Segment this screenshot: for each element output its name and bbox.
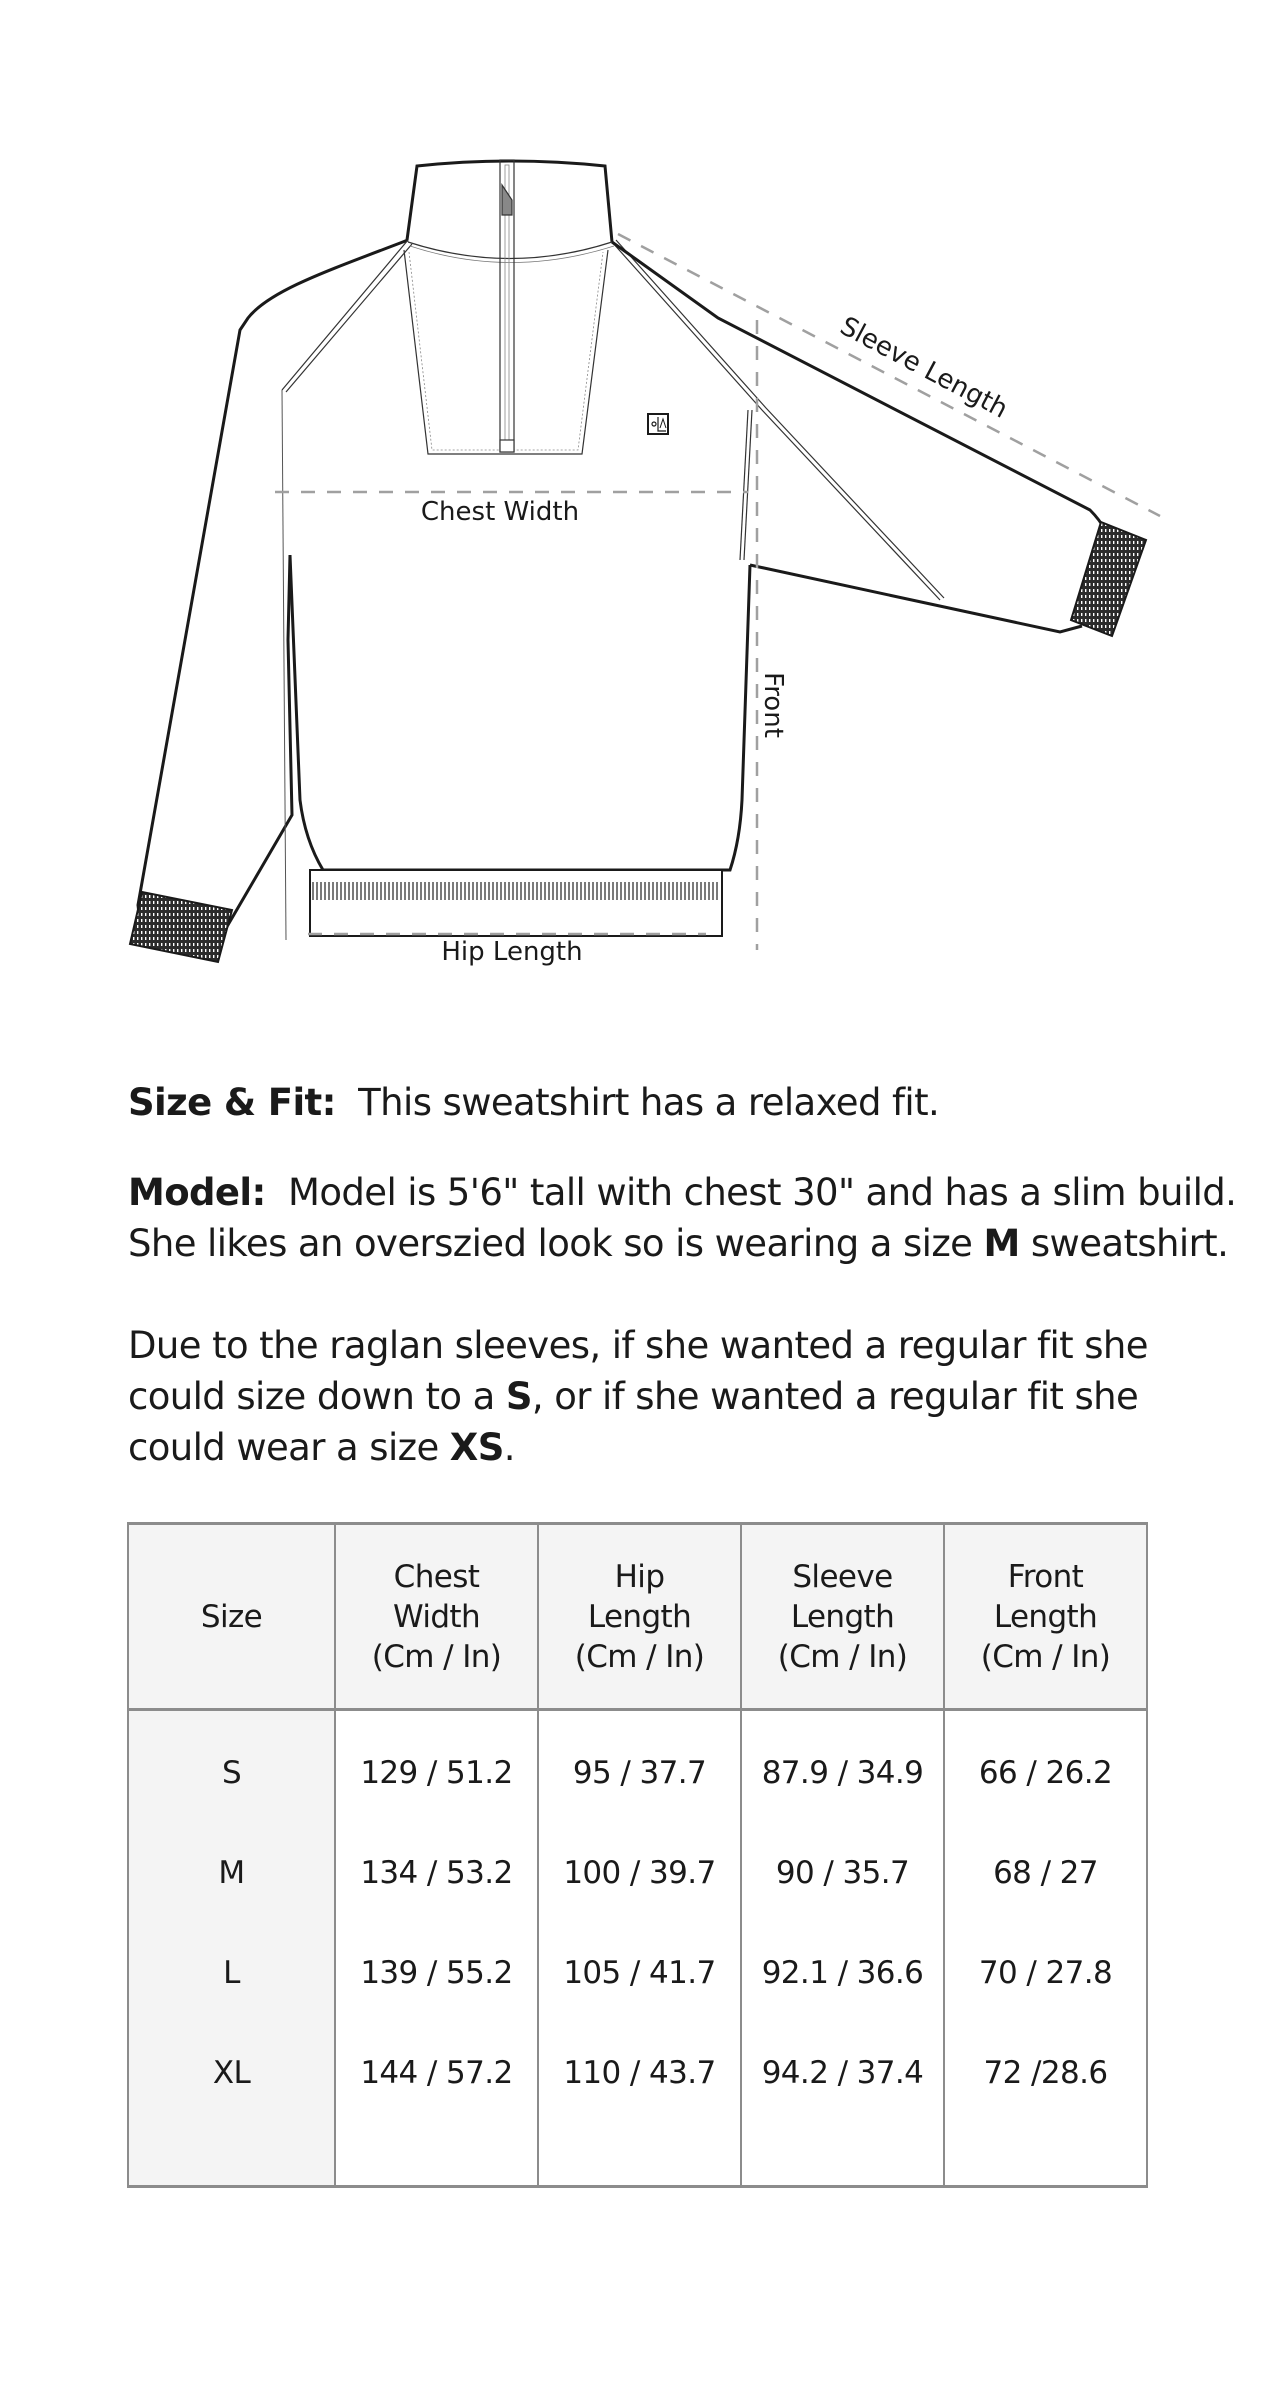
sleeve-length-cell: 87.9 / 34.9 xyxy=(741,1710,944,1824)
model-size-worn: M xyxy=(983,1222,1020,1265)
size-fit-text: This sweatshirt has a relaxed fit. xyxy=(358,1081,940,1124)
right-cuff xyxy=(1071,522,1146,636)
model-line-2 xyxy=(128,1218,1248,1269)
header-line: Length xyxy=(790,1598,895,1635)
header-size-label: Size xyxy=(200,1598,263,1635)
hip-length-cell: 110 / 43.7 xyxy=(538,2023,741,2187)
model-line-2-end: sweatshirt. xyxy=(1019,1222,1229,1265)
header-line: Front xyxy=(1007,1558,1084,1595)
front-length-cell: 72 /28.6 xyxy=(944,2023,1147,2187)
raglan-line-2 xyxy=(128,1371,1248,1422)
size-cell: L xyxy=(128,1923,335,2023)
sleeve-length-cell: 94.2 / 37.4 xyxy=(741,2023,944,2187)
size-cell: XL xyxy=(128,2023,335,2187)
raglan-line-3-text: could wear a size xyxy=(128,1426,450,1469)
model-heading: Model: xyxy=(128,1171,266,1214)
header-sleeve-length xyxy=(741,1524,944,1710)
hem-band xyxy=(310,870,722,936)
raglan-seams xyxy=(282,240,944,600)
left-cuff xyxy=(130,892,232,962)
chest-width-cell: 139 / 55.2 xyxy=(335,1923,538,2023)
regular-fit-size-option: XS xyxy=(449,1426,504,1469)
hip-length-label: Hip Length xyxy=(441,937,583,967)
size-fit-heading: Size & Fit: xyxy=(128,1081,336,1124)
model-description: Model is 5'6" tall with chest 30" and has a slim build. xyxy=(288,1171,1237,1214)
table-row xyxy=(128,1923,1147,2023)
front-length-cell: 66 / 26.2 xyxy=(944,1710,1147,1824)
table-row xyxy=(128,1823,1147,1923)
size-chart-table xyxy=(127,1522,1148,2188)
sleeve-length-cell: 90 / 35.7 xyxy=(741,1823,944,1923)
measurement-lines xyxy=(275,234,1160,950)
header-line: Chest xyxy=(393,1558,480,1595)
header-hip-length xyxy=(538,1524,741,1710)
header-size xyxy=(128,1524,335,1710)
left-sleeve xyxy=(130,240,408,962)
sleeve-length-line xyxy=(618,234,1160,516)
model-line-1 xyxy=(128,1167,1248,1218)
raglan-line-3 xyxy=(128,1422,1248,1473)
raglan-line-2-text: could size down to a xyxy=(128,1375,506,1418)
chest-width-cell: 134 / 53.2 xyxy=(335,1823,538,1923)
table-row xyxy=(128,1710,1147,1824)
right-sleeve xyxy=(612,242,1146,636)
chest-width-cell: 129 / 51.2 xyxy=(335,1710,538,1824)
hip-length-cell: 105 / 41.7 xyxy=(538,1923,741,2023)
sleeve-length-cell: 92.1 / 36.6 xyxy=(741,1923,944,2023)
hip-length-cell: 95 / 37.7 xyxy=(538,1710,741,1824)
header-line: Length xyxy=(587,1598,692,1635)
header-unit: (Cm / In) xyxy=(777,1638,908,1675)
header-unit: (Cm / In) xyxy=(371,1638,502,1675)
table-header-row xyxy=(128,1524,1147,1710)
size-cell: M xyxy=(128,1823,335,1923)
chest-width-label: Chest Width xyxy=(420,497,580,527)
sweatshirt-technical-drawing xyxy=(0,0,1282,1000)
table-row xyxy=(128,2023,1147,2187)
header-unit: (Cm / In) xyxy=(574,1638,705,1675)
model-paragraph xyxy=(128,1167,1248,1269)
header-line: Width xyxy=(392,1598,481,1635)
front-length-cell: 70 / 27.8 xyxy=(944,1923,1147,2023)
header-front-length xyxy=(944,1524,1147,1710)
header-line: Length xyxy=(993,1598,1098,1635)
hip-length-cell: 100 / 39.7 xyxy=(538,1823,741,1923)
brand-logo-icon xyxy=(648,414,668,434)
header-line: Hip xyxy=(614,1558,665,1595)
raglan-fit-paragraph xyxy=(128,1320,1248,1473)
zip-placket xyxy=(404,160,608,454)
size-down-option: S xyxy=(505,1375,532,1418)
header-chest-width xyxy=(335,1524,538,1710)
sleeve-length-label: Sleeve Length xyxy=(835,311,1013,425)
size-cell: S xyxy=(128,1710,335,1824)
zipper-pull xyxy=(502,185,512,215)
front-length-label: Front xyxy=(758,672,788,738)
front-length-cell: 68 / 27 xyxy=(944,1823,1147,1923)
raglan-line-1: Due to the raglan sleeves, if she wanted a regular fit she xyxy=(128,1324,1148,1367)
chest-width-cell: 144 / 57.2 xyxy=(335,2023,538,2187)
size-fit-paragraph xyxy=(128,1077,1248,1128)
header-unit: (Cm / In) xyxy=(980,1638,1111,1675)
model-line-2-text: She likes an overszied look so is wearing a size xyxy=(128,1222,984,1265)
raglan-line-3-end: . xyxy=(503,1426,515,1469)
raglan-line-2-end: , or if she wanted a regular fit she xyxy=(531,1375,1139,1418)
body xyxy=(290,555,750,936)
header-line: Sleeve xyxy=(792,1558,893,1595)
